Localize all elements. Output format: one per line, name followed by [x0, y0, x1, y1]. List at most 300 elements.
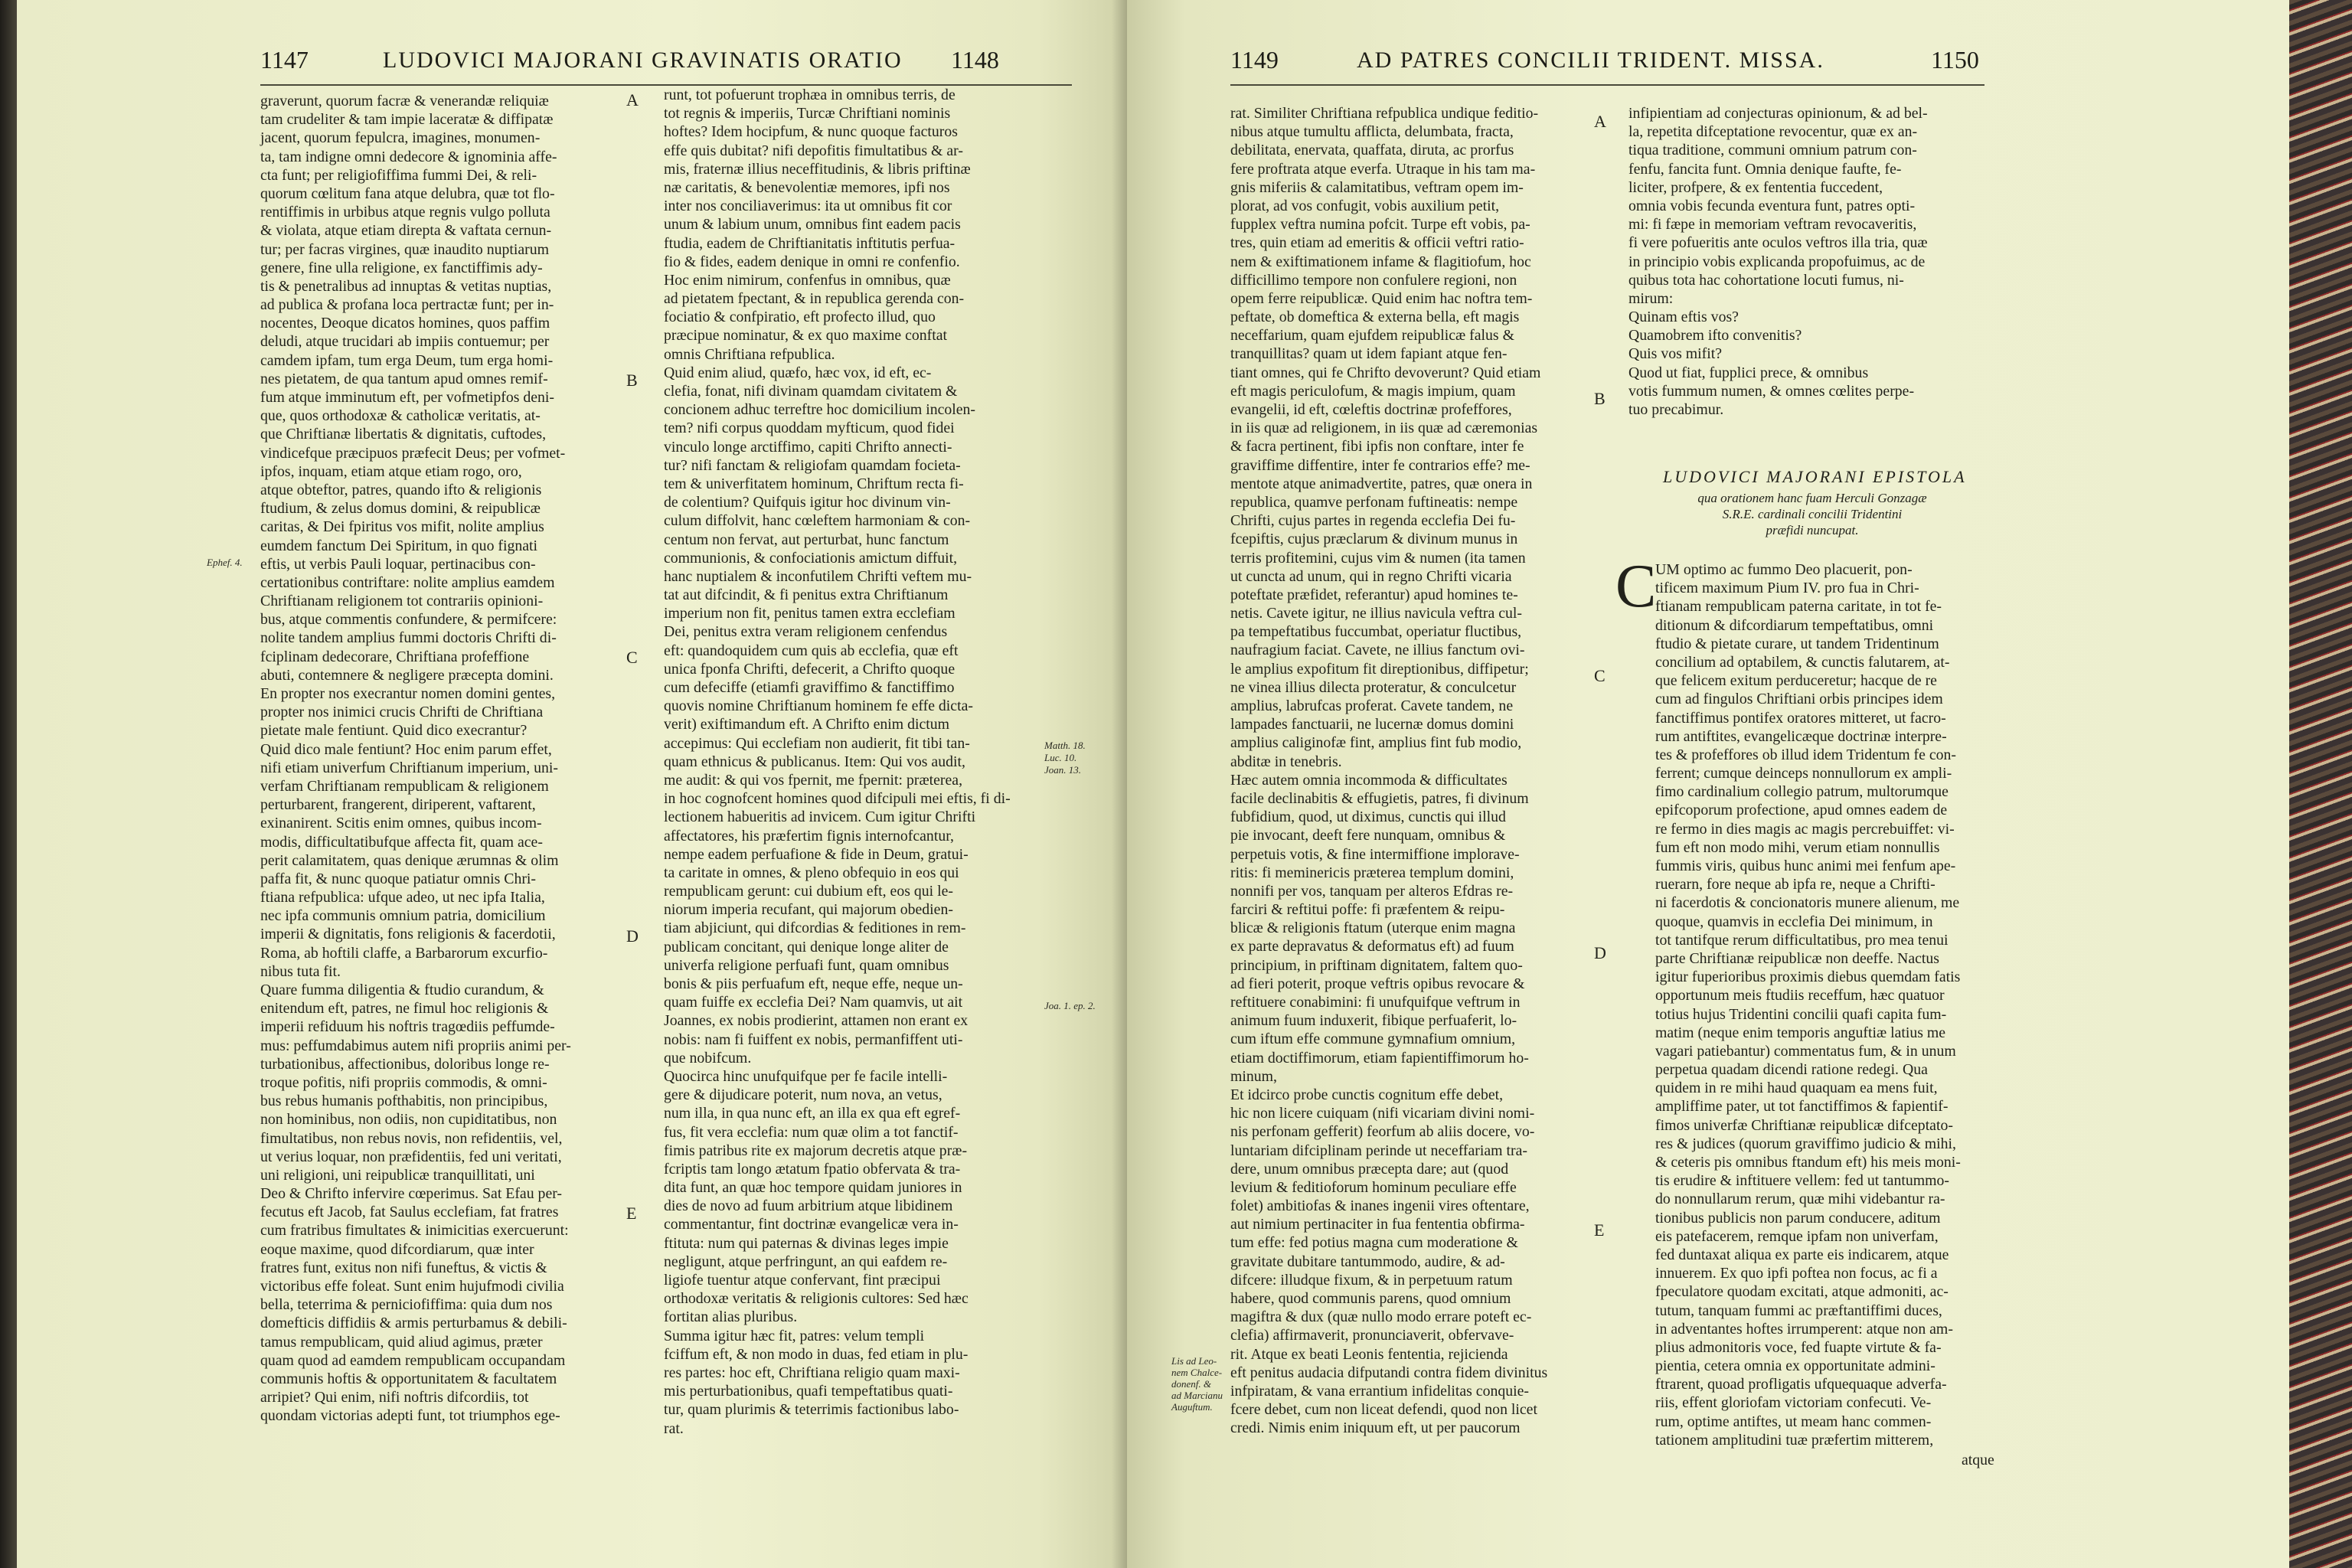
text-line: paffa fit, & nunc quoque patiatur omnis Chri-	[260, 870, 537, 887]
running-head-left: LUDOVICI MAJORANI GRAVINATIS ORATIO	[383, 47, 903, 73]
text-line: me audit: & qui vos fpernit, me fpernit: præterea,	[664, 771, 963, 789]
text-line: tuo precabimur.	[1628, 401, 1724, 418]
text-line: ftianam rempublicam paterna caritate, in tot fe-	[1655, 598, 1942, 616]
text-line: fpeculatore quodam excitati, atque admoniti, ac-	[1655, 1283, 1949, 1301]
text-line: bonis & piis perfuafum eft, neque effe, neque un-	[664, 975, 963, 992]
text-line: num illa, in qua nunc eft, an illa ex qua eft egref-	[664, 1105, 961, 1122]
text-line: omnis Chriftiana refpublica.	[664, 345, 835, 363]
margin-note-luc: Luc. 10.	[1044, 752, 1077, 763]
section-marker: B	[1594, 389, 1606, 408]
text-line: ad pietatem fpectant, & in republica gerenda con-	[664, 290, 965, 308]
letter-subtitle-line: S.R.E. cardinali concilii Tridentini	[1722, 507, 1903, 521]
text-line: riis, effent gloriofam victoriam confecuti. Ve-	[1655, 1394, 1932, 1412]
text-line: ne vinea illius dilecta proteratur, & conculcetur	[1230, 678, 1517, 696]
book-edge	[0, 0, 17, 1568]
letter-title: LUDOVICI MAJORANI EPISTOLA	[1663, 467, 1967, 486]
text-line: vagari patiebantur) commentatus fum, & in unum	[1655, 1042, 1956, 1060]
letter-subtitle-line: præfidi nuncupat.	[1766, 523, 1859, 537]
text-line: mis perturbationibus, quafi tempeftatibus quati-	[664, 1383, 953, 1400]
text-line: camdem ipfam, tum erga Deum, tum erga homi-	[260, 351, 554, 369]
text-line: accepimus: Qui ecclefiam non audierit, fit tibi tan-	[664, 734, 970, 752]
text-line: fum atque imminutum eft, per vofmetipfos deni-	[260, 389, 554, 406]
text-line: netis. Cavete igitur, ne illius navicula veftra cul-	[1230, 605, 1522, 622]
text-line: ditionum & difcordiarum tempeftatibus, omni	[1655, 616, 1934, 634]
text-line: ex parte depravatus & deformatus eft) ad fuum	[1230, 938, 1514, 956]
section-marker: C	[626, 648, 638, 667]
text-line: omnia vobis fecunda eventura funt, patres opti-	[1628, 197, 1916, 214]
text-line: principium, in priftinam dignitatem, faltem quo-	[1230, 956, 1523, 974]
text-line: nibus tuta fit.	[260, 962, 341, 980]
text-line: fum eft non modo mihi, verum etiam nonnullis	[1655, 838, 1940, 856]
text-line: de colentium? Quifquis igitur hoc divinum vin-	[664, 494, 951, 511]
text-line: certationibus contriftare: nolite amplius eamdem	[260, 573, 555, 591]
text-line: tationem amplitudini tuæ præfertim mitterem,	[1655, 1431, 1934, 1449]
text-line: res & judices (quorum graviffimo judicio & mihi,	[1655, 1135, 1956, 1152]
text-line: nobis: nam fi fuiffent ex nobis, permanfiffent uti-	[664, 1031, 963, 1048]
text-line: que felicem exitum perduceretur; hacque de re	[1655, 672, 1937, 690]
text-line: ut verius loquar, non præfidentiis, fed uni veritati,	[260, 1148, 562, 1165]
text-line: imperii refiduum his noftris tragœdiis peffumde-	[260, 1018, 555, 1036]
right-page-column-2-top	[1628, 104, 1928, 419]
margin-note-matth: Matth. 18.	[1044, 740, 1086, 751]
text-line: difcere: illudque fixum, & in perpetuum ratum	[1230, 1271, 1513, 1289]
text-line: amplius, labrufcas proferat. Cavete tandem, ne	[1230, 697, 1514, 714]
text-line: arripiet? Qui enim, nifi noftris difcordiis, tot	[260, 1389, 529, 1406]
text-line: univerfa religione perfuafi funt, quam omnibus	[664, 956, 949, 974]
text-line: dies de novo ad fuum arbitrium atque libidinem	[664, 1197, 953, 1215]
section-marker: E	[1594, 1220, 1605, 1240]
text-line: cum iftum effe commune gymnafium omnium,	[1230, 1031, 1516, 1048]
text-line: fcepiftis, cujus præclarum & divinum munus in	[1230, 531, 1518, 548]
text-line: ad fieri poterit, proque veftris opibus revocare &	[1230, 975, 1525, 992]
text-line: eumdem fanctum Dei Spiritum, in quo fignati	[260, 537, 538, 554]
text-line: reftituere conabimini: fi unufquifque veftrum in	[1230, 994, 1521, 1011]
text-line: difficillimo tempore non confulere regioni, non	[1230, 271, 1517, 289]
text-line: fi vere pofueritis ante oculos veftros illa tria, quæ	[1628, 234, 1928, 252]
text-line: tem? nifi corpus quoddam myfticum, quod fidei	[664, 420, 955, 437]
text-line: animum fuum induxerit, fibique perfuaferit, lo-	[1230, 1012, 1517, 1030]
text-line: nifi etiam univerfum Chriftianum imperium, uni-	[260, 759, 558, 776]
text-line: troque pofitis, nifi propriis commodis, & omni-	[260, 1073, 547, 1091]
text-line: mi: fi fæpe in memoriam veftram revocaveritis,	[1628, 216, 1917, 234]
text-line: perpetuis votis, & fine intermiffione implorave-	[1230, 845, 1520, 863]
text-line: Summa igitur hæc fit, patres: velum templi	[664, 1327, 925, 1344]
text-line: totius hujus Tridentini concilii quafi capita fum-	[1655, 1005, 1947, 1023]
text-line: tum effe: fed potius magna cum moderatione &	[1230, 1234, 1518, 1252]
text-line: genere, fine ulla religione, ex fanctiffimis ady-	[260, 259, 543, 276]
text-line: republica, quamve perfonam fuftineatis: nempe	[1230, 493, 1518, 511]
text-line: fenfu, fancita funt. Omnia denique faufte, fe-	[1628, 160, 1902, 178]
text-line: nibus atque tumultu afflicta, delumbata, fracta,	[1230, 123, 1514, 141]
text-line: tat aut difcindit, & fi penitus extra Chriftianum	[664, 586, 949, 604]
margin-note-line: Lis ad Leo-	[1171, 1355, 1217, 1367]
text-line: re fermo in dies magis ac magis percrebuiffet: vi-	[1655, 820, 1955, 838]
left-page	[17, 0, 1127, 1568]
text-line: nec ipfa communis omnium patria, domicilium	[260, 907, 546, 925]
catchword: atque	[1962, 1452, 1994, 1468]
text-line: inter nos conciliaverimus: ita ut omnibus fit cor	[664, 198, 952, 215]
text-line: fortitan alias pluribus.	[664, 1308, 798, 1326]
text-line: parte Chriftianæ reipublicæ non deeffe. Nactus	[1655, 949, 1939, 967]
text-line: Hæc autem omnia incommoda & difficultates	[1230, 771, 1508, 789]
text-line: fimis patribus rite ex majorum decretis atque præ-	[664, 1142, 968, 1159]
text-line: fupplex veftra numina pofcit. Turpe eft vobis, pa-	[1230, 216, 1530, 234]
text-line: fciplinam dedecorare, Chriftiana profeffione	[260, 648, 530, 665]
text-line: tur; per facras virgines, quæ inaudito nuptiarum	[260, 240, 550, 258]
text-line: imperium non fit, penitus tamen extra ecclefiam	[664, 605, 956, 622]
text-line: ftudio & pietate curare, ut tandem Tridentinum	[1655, 635, 1939, 652]
text-line: næ caritatis, & benevolentiæ memores, ipfi nos	[664, 178, 950, 196]
text-line: Quocirca hinc unufquifque per fe facile intelli-	[664, 1067, 948, 1085]
text-line: ritis: fi meminericis præterea templum domini,	[1230, 864, 1514, 881]
text-line: igitur fuperioribus proximis diebus quemdam fatis	[1655, 969, 1961, 986]
text-line: rum antiftites, evangelicæque doctrinæ interpre-	[1655, 727, 1947, 745]
text-line: tem & univerfitatem hominum, Chriftum recta fi-	[664, 475, 964, 492]
text-line: pa tempeftatibus fuccumbat, operiatur fluctibus,	[1230, 623, 1522, 641]
text-line: neceffarium, quam ejufdem reipublicæ falus &	[1230, 327, 1514, 345]
text-line: rat.	[664, 1419, 684, 1437]
text-line: hanc nuptialem & inconfutilem Chrifti veftem mu-	[664, 567, 972, 585]
text-line: tot tantifque rerum difficultatibus, pro mea tenui	[1655, 931, 1949, 949]
text-line: fcriptis tam longo ætatum fpatio obfervata & tra-	[664, 1160, 961, 1178]
text-line: que nobifcum.	[664, 1049, 752, 1067]
text-line: vindicefque præcipuos præfecit Deus; per vofmet-	[260, 444, 566, 462]
text-line: ta caritate in omnes, & pleno obfequio in eos qui	[664, 864, 959, 881]
text-line: in principio vobis explicanda propofuimus, ac de	[1628, 253, 1926, 270]
text-line: nonnifi per vos, tanquam per alteros Efdras re-	[1230, 882, 1514, 900]
text-line: imperii & dignitatis, fons religionis & facerdotii,	[260, 926, 556, 943]
section-marker: A	[626, 90, 639, 109]
text-line: etiam doctiffimorum, etiam fapientiffimorum ho-	[1230, 1049, 1529, 1067]
text-line: opem ferre reipublicæ. Quid enim hac noftra tem-	[1230, 289, 1533, 307]
margin-note-leo	[1171, 1355, 1223, 1413]
text-line: bus, atque commentis confundere, & permifcere:	[260, 611, 557, 629]
text-line: caritas, & Dei fpiritus vos mifit, nolite amplius	[260, 518, 544, 536]
page-number-1148: 1148	[951, 46, 999, 74]
text-line: perturbarent, frangerent, diriperent, vaftarent,	[260, 796, 536, 814]
text-line: atque obteftor, patres, quando ifto & religionis	[260, 481, 542, 498]
right-page-column-2-letter	[1655, 560, 1961, 1449]
text-line: rit. Atque ex beati Leonis fententia, rejicienda	[1230, 1345, 1508, 1363]
text-line: innuerem. Ex quo ipfi poftea non focus, ac fi a	[1655, 1265, 1938, 1282]
text-line: quam quod ad eamdem rempublicam occupandam	[260, 1351, 566, 1369]
text-line: fciffum eft, & non modo in duas, fed etiam in plu-	[664, 1345, 969, 1363]
text-line: fummis viris, quibus hunc animi mei fenfum ape-	[1655, 858, 1956, 874]
text-line: culum diffolvit, hanc cœleftem harmoniam & con-	[664, 512, 971, 530]
margin-note-line: ad Marcianu	[1171, 1390, 1223, 1401]
text-line: tes & profeffores ob illud idem Tridentum fe con-	[1655, 746, 1956, 763]
text-line: tranquillitas? quam ut idem fapiant atque fen-	[1230, 345, 1508, 363]
text-line: tis erudire & inftituere vellem: fed ut tantummo-	[1655, 1172, 1949, 1190]
text-line: quovis nomine Chriftianum hominem fe effe dicta-	[664, 697, 973, 715]
text-line: tificem maximum Pium IV. pro fua in Chri-	[1655, 580, 1919, 597]
text-line: in adventantes hoftes irrumperent: atque non am-	[1655, 1320, 1953, 1338]
page-number-1147: 1147	[260, 46, 309, 74]
text-line: jacent, quorum fepulcra, imagines, monumen-	[260, 129, 541, 147]
text-line: verfam Chriftianam rempublicam & religionem	[260, 777, 549, 795]
text-line: cta funt; per religiofiffima fummi Dei, & reli-	[260, 166, 537, 184]
text-line: bus rebus humanis pofthabitis, non principibus,	[260, 1093, 548, 1110]
text-line: publicam concitant, qui denique longe aliter de	[664, 938, 949, 956]
text-line: fecutus eft Jacob, fat Saulus ecclefiam, fat fratres	[260, 1204, 559, 1221]
text-line: fubfidium, quod, ut diximus, cunctis qui illud	[1230, 808, 1506, 826]
text-line: eftis, ut verbis Pauli loquar, pertinacibus con-	[260, 555, 536, 573]
text-line: poteftate præfidet, referantur) apud homines te-	[1230, 586, 1518, 603]
margin-note-joan: Joan. 13.	[1044, 764, 1082, 776]
page-number-1149: 1149	[1230, 46, 1279, 74]
text-line: clefia) affirmaverit, pronunciaverit, obfervave-	[1230, 1327, 1514, 1344]
text-line: turbationibus, affectionibus, doloribus longe re-	[260, 1055, 550, 1073]
text-line: mirum:	[1628, 289, 1674, 307]
text-line: lectionem habueritis ad invicem. Cum igitur Chrifti	[664, 808, 976, 826]
text-line: fociatio & confpiratio, eft profecto illud, quo	[664, 309, 936, 326]
section-marker: C	[1594, 666, 1606, 685]
text-line: quidem in re mihi haud quaquam ea mens fuit,	[1655, 1080, 1938, 1097]
text-line: tionibus publicis non parum conducere, aditum	[1655, 1209, 1941, 1227]
text-line: ftudia, eadem de Chriftianitatis inftitutis perfua-	[664, 234, 956, 252]
text-line: gravitate dubitare tantummodo, audire, & ad-	[1230, 1253, 1505, 1270]
text-line: & violata, atque etiam direpta & vaftata cernun-	[260, 222, 552, 240]
text-line: enitendum eft, patres, ne fimul hoc religionis &	[260, 1000, 549, 1018]
margin-note-line: donenf. &	[1171, 1378, 1211, 1390]
section-marker: E	[626, 1204, 637, 1223]
text-line: ftudium, & zelus domus domini, & reipublicæ	[260, 500, 541, 518]
text-line: tur? nifi fanctam & religiofam quamdam focieta-	[664, 456, 961, 474]
text-line: Quis vos mifit?	[1628, 345, 1722, 363]
text-line: runt, tot pofuerunt trophæa in omnibus terris, de	[664, 87, 956, 103]
text-line: tres, quin etiam ad emeritis & officii veftri ratio-	[1230, 234, 1524, 252]
text-line: pientia, cetera omnia ex opportunitate admini-	[1655, 1357, 1936, 1375]
text-line: liciter, profpere, & ex fententia fuccedent,	[1628, 178, 1883, 196]
text-line: propter nos inimici crucis Chrifti de Chriftiana	[260, 704, 544, 721]
text-line: ut cuncta ad unum, qui in regno Chrifti vicaria	[1230, 567, 1512, 585]
text-line: do nonnullarum rerum, quæ mihi videbantur ra-	[1655, 1191, 1945, 1208]
text-line: quondam victorias adepti funt, tot triumphos ege-	[260, 1407, 560, 1425]
text-line: fratres funt, exitus non nifi funeftus, & victis &	[260, 1259, 547, 1276]
text-line: eis patefacerem, remque ipfam non univerfam,	[1655, 1227, 1939, 1245]
text-line: nocentes, Deoque dicatos homines, quos paffim	[260, 315, 550, 332]
text-line: infpiratam, & vana errantium infidelitas conquie-	[1230, 1382, 1529, 1400]
text-line: quorum cœlitum fana atque delubra, quæ tot flo-	[260, 185, 555, 202]
text-line: folet) ambitiofas & inanes ingenii vires oftentare,	[1230, 1197, 1530, 1215]
text-line: tiam abjiciunt, qui difcordias & feditiones in rem-	[664, 920, 966, 937]
text-line: Chriftianam religionem tot contrariis opinioni-	[260, 593, 544, 610]
margin-note-line: Auguftum.	[1171, 1401, 1213, 1413]
text-line: peftate, ob domeftica & externa bella, eft magis	[1230, 309, 1520, 326]
text-line: res partes: hoc eft, Chriftiana religio quam maxi-	[664, 1364, 960, 1381]
text-line: eft: quandoquidem cum quis ab ecclefia, quæ eft	[664, 642, 959, 659]
text-line: cum ad fingulos Chriftiani orbis principes idem	[1655, 691, 1943, 708]
right-page-column-1	[1230, 104, 1547, 1438]
text-line: in hoc cognofcent homines quod difcipuli mei eftis, fi di-	[664, 790, 1011, 808]
text-line: fere proftrata atque everfa. Utraque in his tam ma-	[1230, 160, 1536, 178]
text-line: ferrent; cumque deinceps nonnullorum ex ampli-	[1655, 765, 1952, 782]
text-line: fus, fit vera ecclefia: num quæ olim a tot fanctif-	[664, 1123, 959, 1141]
head-rule-right	[1230, 84, 1984, 86]
text-line: terris profitemini, cujus vim & numen (ita tamen	[1230, 549, 1526, 567]
text-line: fcere debet, cum non liceat defendi, quod non licet	[1230, 1401, 1537, 1419]
text-line: fio & fides, eadem denique in omni re confenfio.	[664, 253, 960, 270]
text-line: quam ethnicus & publicanus. Item: Qui vos audit,	[664, 753, 965, 770]
text-line: epifcoporum profectione, apud omnes eadem de	[1655, 802, 1948, 819]
drop-cap: C	[1615, 553, 1657, 620]
letter-subtitle	[1655, 490, 1969, 538]
text-line: ftituta: num qui paternas & divinas leges impie	[664, 1234, 949, 1252]
text-line: mis, fraternæ illius neceffitudinis, & libris priftinæ	[664, 160, 971, 178]
text-line: & ceteris pis omnibus ftandum eft) his meis moni-	[1655, 1154, 1961, 1171]
text-line: UM optimo ac fummo Deo placuerit, pon-	[1655, 561, 1913, 578]
text-line: habere, quod communis parens, quod omnium	[1230, 1290, 1511, 1307]
text-line: ligiofe tuentur atque confervant, fint præcipui	[664, 1272, 941, 1289]
text-line: graviffime diffentire, inter fe contrarios effe? me-	[1230, 456, 1530, 474]
text-line: opportunum meis ftudiis receffum, hæc quatuor	[1655, 987, 1945, 1004]
text-line: Chrifti, cujus partes in regenda ecclefia Dei fu-	[1230, 512, 1516, 530]
text-line: credi. Nimis enim iniquum eft, ut per paucorum	[1230, 1419, 1521, 1437]
background-fabric	[2289, 0, 2352, 1568]
text-line: nempe eadem perfuafione & fide in Deum, gratui-	[664, 845, 969, 863]
text-line: quibus tota hac cohortatione locuti fumus, ni-	[1628, 271, 1904, 289]
text-line: tot regnis & imperiis, Turcæ Chriftiani nominis	[664, 105, 951, 122]
margin-note-joa-ep: Joa. 1. ep. 2.	[1044, 1000, 1096, 1011]
text-line: ta, tam indigne omni dedecore & ignominia affe-	[260, 148, 557, 165]
text-line: graverunt, quorum facræ & venerandæ reliquiæ	[260, 93, 549, 109]
section-marker: D	[626, 926, 639, 946]
text-line: matim (neque enim temporis anguftiæ latius me	[1655, 1024, 1946, 1041]
text-line: fed duntaxat aliqua ex parte eis indicarem, atque	[1655, 1246, 1949, 1263]
text-line: effe quis dubitat? nifi depofitis fimultatibus & ar-	[664, 142, 963, 159]
text-line: vinculo longe arctiffimo, capiti Chrifto annecti-	[664, 438, 952, 456]
text-line: Quamobrem ifto convenitis?	[1628, 327, 1802, 345]
text-line: que Chriftianæ libertatis & dignitatis, cuftodes,	[260, 426, 547, 443]
text-line: rempublicam gerunt: cui dubium eft, eos qui le-	[664, 883, 953, 900]
text-line: tiant omnes, qui fe Chrifto devoverunt? Quid etiam	[1230, 364, 1541, 381]
text-line: in iis quæ ad religionem, in iis quæ ad cæremonias	[1230, 420, 1538, 437]
text-line: Quinam eftis vos?	[1628, 309, 1739, 326]
text-line: exinanirent. Scitis enim omnes, quibus incom-	[260, 815, 542, 832]
text-line: minum,	[1230, 1067, 1277, 1085]
text-line: En propter nos execrantur nomen domini gentes,	[260, 685, 556, 702]
section-marker: B	[626, 371, 638, 390]
text-line: cum fratribus fimultates & inimicitias exercuerunt:	[260, 1222, 569, 1240]
text-line: præcipue nominatur, & ex quo maxime conftat	[664, 327, 948, 345]
text-line: negligunt, atque perfringunt, an qui eafdem re-	[664, 1253, 948, 1270]
text-line: bella, teterrima & perniciofiffima: quia dum nos	[260, 1296, 553, 1314]
text-line: Roma, ab hoftili claffe, a Barbarorum excurfio-	[260, 944, 548, 962]
text-line: orthodoxæ veritatis & religionis cultores: Sed hæc	[664, 1290, 969, 1308]
text-line: perpetua quadam dicendi ratione redegi. Qua	[1655, 1061, 1928, 1079]
left-page-column-2	[664, 86, 1011, 1438]
text-line: ni facerdotis & concionatoris munere alienum, me	[1655, 894, 1960, 912]
text-line: cum defeciffe (etiamfi graviffimo & fanctiffimo	[664, 679, 955, 696]
text-line: evangelii, id eft, cœleftis doctrinæ profeffores,	[1230, 401, 1512, 418]
text-line: rum, optime antiftes, ut meam hanc commen-	[1655, 1413, 1932, 1430]
text-line: rat. Similiter Chriftiana refpublica undique feditio-	[1230, 105, 1539, 122]
text-line: affectatores, his præfertim fignis internofcantur,	[664, 827, 954, 844]
text-line: fimos univerfæ Chriftianæ reipublicæ difceptato-	[1655, 1116, 1953, 1134]
text-line: abditæ in tenebris.	[1230, 753, 1342, 770]
text-line: lampades fanctuarii, ne lucernæ domus domini	[1230, 716, 1514, 733]
text-line: aut nimium pertinaciter in fua fententia obfirma-	[1230, 1216, 1525, 1233]
text-line: Deo & Chrifto infervire cœperimus. Sat Efau per-	[260, 1185, 563, 1203]
text-line: tam crudeliter & tam impie laceratæ & diffipatæ	[260, 111, 554, 129]
text-line: perit calamitatem, quas denique ærumnas & olim	[260, 851, 559, 869]
text-line: ampliffime pater, ut tot fanctiffimos & fapientif-	[1655, 1098, 1949, 1116]
text-line: domefticis diffidiis & armis perturbamus & debili-	[260, 1315, 567, 1332]
text-line: naufragium faciat. Cavete, ne illius fanctum ovi-	[1230, 642, 1525, 659]
text-line: levium & feditioforum hominum peculiare effe	[1230, 1178, 1517, 1196]
text-line: Quare fumma diligentia & ftudio curandum, &	[260, 982, 544, 998]
left-page-column-1	[260, 92, 571, 1426]
text-line: unica fponfa Chrifti, defecerit, a Chrifto quoque	[664, 660, 956, 678]
text-line: ftrarent, quoad profligatis ufquequaque adverfa-	[1655, 1376, 1947, 1393]
text-line: nem & exiftimationem infame & flagitiofum, hoc	[1230, 253, 1531, 270]
running-head-right: AD PATRES CONCILII TRIDENT. MISSA.	[1357, 47, 1824, 73]
section-marker: A	[1594, 112, 1606, 131]
text-line: gnis miferiis & calamitatibus, veftram opem im-	[1230, 178, 1524, 196]
text-line: concilium ad optabilem, & cunctis falutarem, at-	[1655, 653, 1950, 671]
text-line: Quid dico male fentiunt? Hoc enim parum effet,	[260, 740, 552, 758]
text-line: fanctiffimus pontifex oratores mitteret, ut facro-	[1655, 709, 1946, 727]
text-line: deludi, atque trucidari ab impiis contuemur; per	[260, 333, 550, 351]
text-line: & facra pertinent, fibi ipfis non conftare, inter fe	[1230, 438, 1524, 456]
text-line: Joannes, ex nobis prodierint, attamen non erant ex	[664, 1012, 969, 1030]
text-line: luntariam difciplinam perinde ut neceffariam tra-	[1230, 1142, 1527, 1159]
text-line: modis, difficultatibufque affecta fit, quam ace-	[260, 833, 543, 851]
text-line: communis hoftis & opportunitatem & facultatem	[260, 1370, 557, 1387]
text-line: tamus rempublicam, quid aliud agimus, præter	[260, 1333, 543, 1351]
text-line: verit) exiftimandum eft. A Chrifto enim dictum	[664, 716, 950, 733]
section-marker: D	[1594, 943, 1606, 962]
text-line: commentantur, fint doctrinæ evangelicæ vera in-	[664, 1216, 959, 1233]
text-line: facile declinabitis & effugietis, patres, fi divinum	[1230, 789, 1529, 807]
text-line: quam fuiffe ex ecclefia Dei? Nam quamvis, ut ait	[664, 994, 963, 1011]
text-line: nes pietatem, de qua tantum apud omnes remif-	[260, 370, 548, 387]
text-line: fimultatibus, non rebus novis, non refidentiis, vel,	[260, 1129, 563, 1147]
text-line: nolite tandem amplius fummi doctoris Chrifti di-	[260, 629, 557, 647]
text-line: ruerarn, fore neque ab ipfa re, neque a Chrifti-	[1655, 876, 1936, 893]
text-line: tiqua traditione, communi omnium patrum con-	[1628, 142, 1917, 159]
text-line: pietate male fentiunt. Quid dico execrantur?	[260, 722, 528, 740]
text-line: tur, quam plurimis & teterrimis factionibus labo-	[664, 1401, 959, 1419]
right-page	[1127, 0, 2289, 1568]
text-line: debilitata, enervata, quaffata, diruta, ac prorfus	[1230, 142, 1514, 159]
text-line: plius admonitoris voce, fed fuapte virtute & fa-	[1655, 1338, 1942, 1356]
text-line: communionis, & confociationis amictum diffuit,	[664, 549, 958, 567]
text-line: amplius caliginofæ fint, amplius fint fub modio,	[1230, 734, 1522, 752]
text-line: victoribus effe foleat. Sunt enim hujufmodi civilia	[260, 1278, 564, 1295]
text-line: infipientiam ad conjecturas opinionum, & ad bel-	[1628, 105, 1928, 122]
text-line: concionem adhuc terreftre hoc domicilium incolen-	[664, 401, 976, 419]
text-line: fimo cardinalium collegio patrum, multorumque	[1655, 783, 1949, 801]
text-line: votis fummum numen, & omnes cœlites perpe-	[1628, 382, 1915, 400]
text-line: nis perfonam gefferit) feorfum ab aliis docere, vo-	[1230, 1123, 1535, 1141]
text-line: ftiana refpublica: ufque adeo, ut nec ipfa Italia,	[260, 889, 545, 906]
margin-note-ephes: Ephef. 4.	[207, 557, 243, 568]
text-line: farciri & reftitui poffe: fi præfentem & reipu-	[1230, 901, 1505, 919]
text-line: hic non licere cuiquam (nifi vicariam divini nomi-	[1230, 1105, 1535, 1122]
text-line: tis & penetralibus ad innuptas & vetitas nuptias,	[260, 277, 552, 295]
text-line: clefia, fonat, nifi divinam quamdam civitatem &	[664, 383, 958, 400]
text-line: tutum, tanquam fummi ac præftantiffimi duces,	[1655, 1302, 1942, 1319]
text-line: dere, unum omnibus præcepta dare; aut (quod	[1230, 1160, 1509, 1178]
text-line: dita funt, an quæ hoc tempore quidam juniores in	[664, 1179, 962, 1197]
text-line: blicæ & religionis ftatum (uterque enim magna	[1230, 920, 1516, 937]
letter-subtitle-line: qua orationem hanc fuam Herculi Gonzagæ	[1697, 491, 1927, 505]
text-line: eft penitus audacia difputandi contra fidem divinitus	[1230, 1364, 1548, 1381]
text-line: ipfos, inquam, etiam atque etiam rogo, oro,	[260, 462, 522, 480]
text-line: que, quos orthodoxæ & catholicæ veritatis, at-	[260, 407, 541, 425]
text-line: abuti, contemnere & negligere præcepta domini.	[260, 666, 554, 684]
